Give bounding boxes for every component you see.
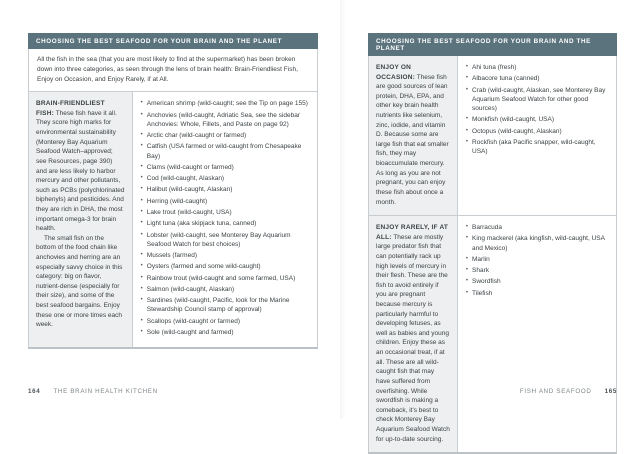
book-title: THE BRAIN HEALTH KITCHEN [53,388,158,395]
list-item [141,231,309,249]
list-item-text: Halibut (wild-caught, Alaskan) [146,186,233,194]
list-item-text: Octopus (wild-caught, Alaskan) [472,127,562,135]
list-item [466,63,608,72]
list-item [141,163,309,172]
page-number: 164 [28,388,41,395]
list-item [141,131,309,140]
list-item-text: Ahi tuna (fresh) [472,64,517,71]
category-body: These fish are good sources of lean protein, DHA, EPA, and other key brain health nutrients like selenium, zinc, iodide, and vitamin D. Because some are large fish that eat smaller fish, they may bioaccumulate mercury. As long as you are not pregnant, you can enjoy these fish about once a month. [376,73,449,206]
list-item-text: Cod (wild-caught, Alaskan) [146,175,225,183]
category-paragraph-2: The small fish on the bottom of the food chain like anchovies and herring are an especially savvy choice in this category: big on flavor, nutrient-dense (especially for their size), and some of the best seafood bargains. Enjoy these one or more times each week. [36,234,123,329]
intro-paragraph [29,49,317,92]
bullet-icon: • [140,163,143,170]
table-row-enjoy-on-occasion [369,56,616,215]
list-item [141,99,309,108]
page-number: 165 [604,388,617,395]
category-description-cell [369,56,458,215]
list-item-text: Shark [472,267,489,275]
list-item-text: Salmon (wild-caught, Alaskan) [146,285,235,293]
list-item [141,185,309,194]
list-item-text: Scallops (wild-caught or farmed) [146,317,240,325]
bullet-icon: • [465,289,469,296]
list-item-text: Arctic char (wild-caught or farmed) [146,131,247,139]
bullet-icon: • [465,138,469,145]
chapter-title: FISH AND SEAFOOD [519,388,592,395]
list-item [141,111,309,129]
list-item-text: Catfish (USA farmed or wild-caught from Chesapeake Bay) [146,143,302,160]
seafood-table-left [28,49,318,349]
list-item [141,262,309,271]
section-header [28,33,318,49]
category-heading: ENJOY ON OCCASION: [376,64,415,81]
list-item [466,266,608,275]
bullet-icon: • [140,208,143,215]
list-item-text: Clams (wild-caught or farmed) [146,163,234,171]
page-gutter [340,0,346,419]
bullet-icon: • [465,278,469,285]
list-item-text: Monkfish (wild-caught, USA) [472,116,555,124]
category-body: These fish have it all. They score high marks for environmental sustainability (Monterey Bay Aquarium Seafood Watch–approved; see Resources, page 390) and are less likely to harbor mercury and other pollutants, such as PCBs (polychlorinated biphenyls) and pesticides. And they are rich in DHA, the most important omega-3 for brain health. [36,109,125,233]
bullet-icon: • [465,64,469,70]
list-item [466,138,608,156]
list-item-text: Sardines (wild-caught, Pacific, look for the Marine Stewardship Council stamp of approval) [146,297,290,314]
section-header-title: CHOOSING THE BEST SEAFOOD FOR YOUR BRAIN AND THE PLANET [376,38,591,52]
bullet-icon: • [140,285,143,292]
list-item-text: Oysters (farmed and some wild-caught) [146,263,261,271]
bullet-icon: • [465,255,469,262]
list-item-text: Tilefish [472,289,493,297]
list-item [466,86,608,114]
table-row-brain-friendliest [29,92,317,347]
category-paragraph [376,223,450,444]
list-item [141,296,309,314]
fish-list-brain-friendliest [133,92,317,347]
list-item-text: King mackerel (aka kingfish, wild-caught, USA and Mexico) [472,235,605,252]
list-item [466,223,608,232]
category-heading: BRAIN-FRIENDLIEST FISH: [36,100,105,117]
list-item-text: Lobster (wild-caught, see Monterey Bay Aquarium Seafood Watch for best choices) [146,231,291,248]
bullet-icon: • [465,127,469,134]
bullet-icon: • [140,111,143,118]
list-item-text: Herring (wild-caught) [146,197,208,205]
fish-list-enjoy-rarely [458,216,616,452]
category-paragraph [376,63,450,207]
list-item-text: Crab (wild-caught, Alaskan, see Monterey Bay Aquarium Seafood Watch for other good sources) [472,86,606,113]
list-item [141,174,309,183]
category-description-cell [29,92,133,347]
bullet-icon: • [140,100,143,107]
list-item-text: Marlin [472,255,490,263]
list-item-text: Swordfish [472,278,501,286]
list-item [466,255,608,264]
category-body: These are mostly large predator fish that can potentially rack up high levels of mercury in their flesh. These are the fish to avoid entirely if you are pregnant because mercury is particularly harmful to developing fetuses, as well as babies and young children. Enjoy these as an occasional treat, if at all. These are all wild-caught fish that may have suffered from overfishing. While swordfish is making a comeback, it's best to check Monterey Bay Aquarium Seafood Watch for up-to-date sourcing. [376,233,450,443]
list-item [466,277,608,286]
list-item-text: Barracuda [472,224,503,232]
list-item [141,197,309,206]
bullet-icon: • [140,251,143,258]
section-header [368,33,617,56]
list-item [466,74,608,83]
bullet-icon: • [140,297,143,304]
list-item [141,285,309,294]
list-item [141,219,309,228]
category-paragraph [36,99,125,234]
list-item [141,328,309,337]
bullet-icon: • [140,317,143,324]
bullet-icon: • [465,235,469,242]
list-item-text: Rockfish (aka Pacific snapper, wild-caught, USA) [472,138,596,156]
bullet-icon: • [465,116,469,123]
intro-text: All the fish in the sea (that you are most likely to find at the supermarket) has been broken down into three categories, as seen through the lens of brain health: Brain-Friendliest Fish, Enjoy on Occasion, and Enjoy Rarely, if at All. [37,56,298,83]
bullet-icon: • [465,86,469,93]
bullet-icon: • [140,328,143,335]
bullet-icon: • [140,220,143,227]
list-item-text: Albacore tuna (canned) [472,75,540,83]
list-item [141,274,309,283]
list-item-text: Light tuna (aka skipjack tuna, canned) [146,220,257,228]
list-item-text: Lake trout (wild-caught, USA) [146,208,232,216]
bullet-icon: • [140,131,143,138]
list-item [466,127,608,136]
bullet-icon: • [140,186,143,193]
bullet-icon: • [465,267,469,274]
bullet-icon: • [140,175,143,182]
list-item-text: Anchovies (wild-caught, Adriatic Sea, see the sidebar Anchovies: Whole, Fillets, and Paste on page 92) [146,111,300,128]
footer-left [28,388,318,395]
list-item [141,142,309,160]
bullet-icon: • [140,197,143,204]
list-item-text: Sole (wild-caught and farmed) [146,328,234,336]
category-description-cell [369,216,458,452]
list-item [466,289,608,298]
list-item [466,115,608,124]
bullet-icon: • [465,224,469,231]
list-item [141,251,309,260]
table-row-enjoy-rarely [369,215,616,452]
list-item [466,234,608,252]
page-left [28,33,318,349]
bullet-icon: • [140,263,143,270]
list-item-text: Rainbow trout (wild-caught and some farmed, USA) [146,274,296,282]
footer-right [368,388,617,395]
list-item [141,208,309,217]
bullet-icon: • [140,143,143,150]
list-item-text: American shrimp (wild-caught; see the Tip on page 155) [146,100,308,108]
list-item [141,317,309,326]
fish-list-enjoy-on-occasion [458,56,616,215]
list-item-text: Mussels (farmed) [146,251,197,259]
bullet-icon: • [140,231,143,238]
category-heading: ENJOY RARELY, IF AT ALL: [376,224,449,241]
bullet-icon: • [140,274,143,281]
section-header-title: CHOOSING THE BEST SEAFOOD FOR YOUR BRAIN AND THE PLANET [36,38,283,45]
bullet-icon: • [465,75,469,82]
